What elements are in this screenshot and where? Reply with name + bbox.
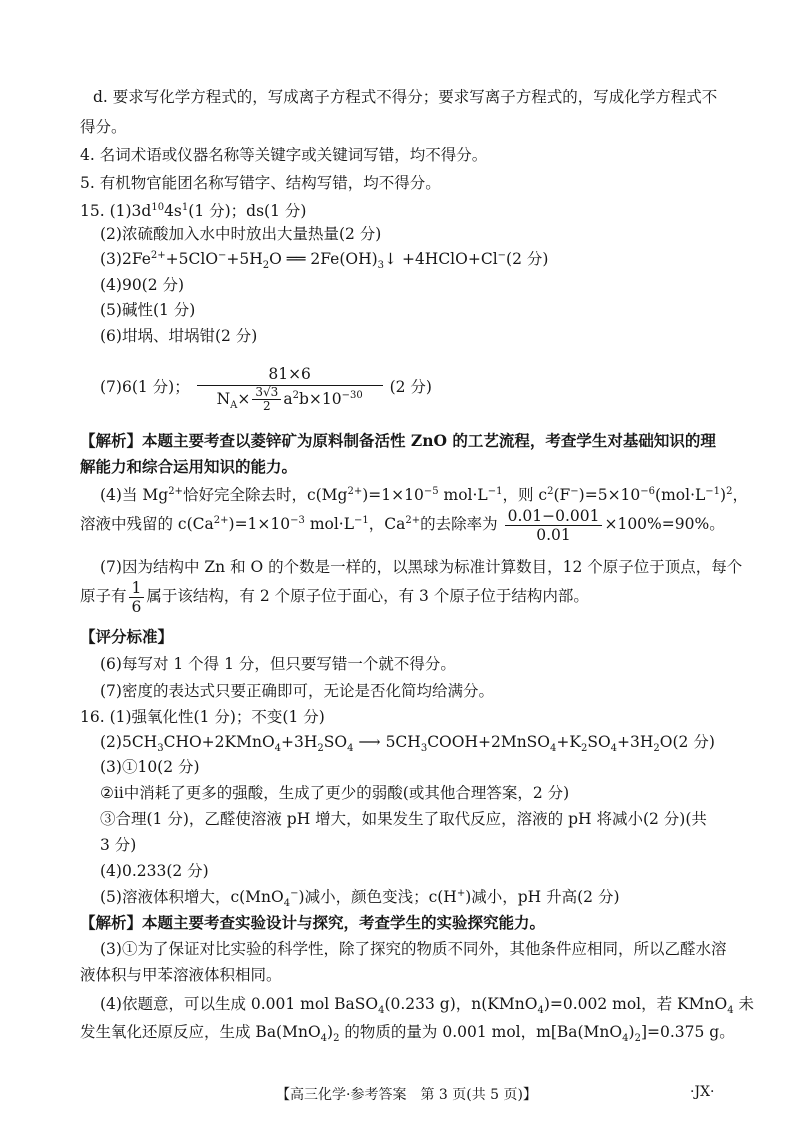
- question-15-part-1: 15. $(1)3d^{10}4s^1(1$ 分)；ds(1 分): [80, 201, 307, 220]
- text-line: 4. 名词术语或仪器名称等关键字或关键词写错，均不得分。: [80, 146, 488, 164]
- analysis-16-title: 【解析】本题主要考查实验设计与探究，考查学生的实验探究能力。: [80, 913, 546, 932]
- text-line: 5. 有机物官能团名称写错字、结构写错，均不得分。: [80, 174, 441, 192]
- question-15-part-5: (5)碱性(1 分): [100, 301, 196, 319]
- removal-rate-fraction: $\frac{0.01-0.001}{0.01}$: [505, 507, 603, 544]
- question-16-part-3-2: ②ⅱ中消耗了更多的强酸，生成了更少的弱酸(或其他合理答案，2 分): [100, 784, 570, 802]
- scoring-15-part-6: (6)每写对 1 个得 1 分，但只要写错一个就不得分。: [100, 655, 456, 673]
- question-16-part-4: (4)0.233(2 分): [100, 862, 209, 880]
- analysis-15-part-4: (4)当 $Mg^{2+}$恰好完全除去时，$c(Mg^{2+})=1\times 10^{-5}$ $mol\cdot L^{-1}$，则 $c^2(F^-)=5\times 10^{-6}(mol\cdot L^{-1})^2$，: [100, 485, 748, 504]
- analysis-16-part-4-cont: 发生氧化还原反应，生成 $Ba(MnO_4)_2$ 的物质的量为 0.001 mol，$m[Ba(MnO_4)_2]=0.375$ g。: [80, 1023, 735, 1045]
- text-line: 得分。: [80, 118, 127, 136]
- analysis-15-part-7: (7)因为结构中 Zn 和 O 的个数是一样的，以黑球为标准计算数目，12 个原子位于顶点，每个: [100, 558, 743, 576]
- question-15-part-4: (4)90(2 分): [100, 276, 185, 294]
- analysis-16-part-3-cont: 液体积与甲苯溶液体积相同。: [80, 966, 282, 984]
- question-16-part-3-3-cont: 3 分): [100, 836, 137, 854]
- question-15-part-7: (7)6(1 分)； 81×6 $N_A\times$ $\frac{3√3}{2}$ $a^2b\times 10^{-30}$ (2 分): [100, 364, 432, 414]
- scoring-15-part-7: (7)密度的表达式只要正确即可，无论是否化简均给满分。: [100, 682, 494, 700]
- text-line: d. 要求写化学方程式的，写成离子方程式不得分；要求写离子方程式的，写成化学方程式不: [93, 88, 718, 106]
- question-15-part-2: (2)浓硫酸加入水中时放出大量热量(2 分): [100, 225, 382, 243]
- question-16-part-1: 16. (1)强氧化性(1 分)；不变(1 分): [80, 708, 325, 726]
- question-16-part-3-3: ③合理(1 分)，乙醛使溶液 pH 增大，如果发生了取代反应，溶液的 pH 将减小(2 分)(共: [100, 810, 707, 828]
- footer-label: 【高三化学·参考答案 第 3 页(共 5 页)】: [276, 1087, 537, 1103]
- question-16-part-2: $(2)5CH_3CHO+2KMnO_4+3H_2SO_4$ ⟶ $5CH_3COOH+2MnSO_4+K_2SO_4+3H_2O(2$ 分): [100, 733, 715, 755]
- question-15-part-6: (6)坩埚、坩埚钳(2 分): [100, 327, 258, 345]
- question-15-part-3: $(3)2Fe^{2+}+5ClO^-+5H_2O$ ══ $2Fe(OH)_3↓$ +4HClO+Cl−(2 分): [100, 249, 549, 272]
- question-16-part-5: (5)溶液体积增大，c(MnO$_4$−)减小，颜色变浅；c(H+)减小，pH 升高(2 分): [100, 887, 620, 910]
- density-fraction: 81×6 $N_A\times$ $\frac{3√3}{2}$ $a^2b\times 10^{-30}$: [197, 363, 383, 414]
- analysis-16-part-3: (3)①为了保证对比实验的科学性，除了探究的物质不同外，其他条件应相同，所以乙醛水溶: [100, 940, 727, 958]
- analysis-15-removal-rate: 溶液中残留的 $c(Ca^{2+})=1\times 10^{-3}$ $mol\cdot L^{-1}$，$Ca^{2+}$的去除率为 $\frac{0.01-0.001}{0.01}$ ×100%=90%。: [80, 506, 725, 544]
- question-16-part-3-1: (3)①10(2 分): [100, 758, 200, 776]
- analysis-15-part-7-cont: 原子有 $\frac{1}{6}$ 属于该结构，有 2 个原子位于面心，有 3 个原子位于结构内部。: [80, 578, 589, 616]
- one-sixth-fraction: $\frac{1}{6}$: [129, 579, 145, 616]
- analysis-15-title: 【解析】本题主要考查以菱锌矿为原料制备活性 ZnO 的工艺流程，考查学生对基础知识的理: [80, 431, 716, 450]
- analysis-16-part-4: (4)依题意，可以生成 0.001 mol BaSO$_4$(0.233 g)，n(KMnO$_4$)=0.002 mol，若 KMnO$_4$ 未: [100, 995, 755, 1017]
- footer-mark: ·JX·: [690, 1084, 715, 1100]
- analysis-15-title-cont: 解能力和综合运用知识的能力。: [80, 457, 298, 476]
- scoring-15-title: 【评分标准】: [80, 627, 174, 646]
